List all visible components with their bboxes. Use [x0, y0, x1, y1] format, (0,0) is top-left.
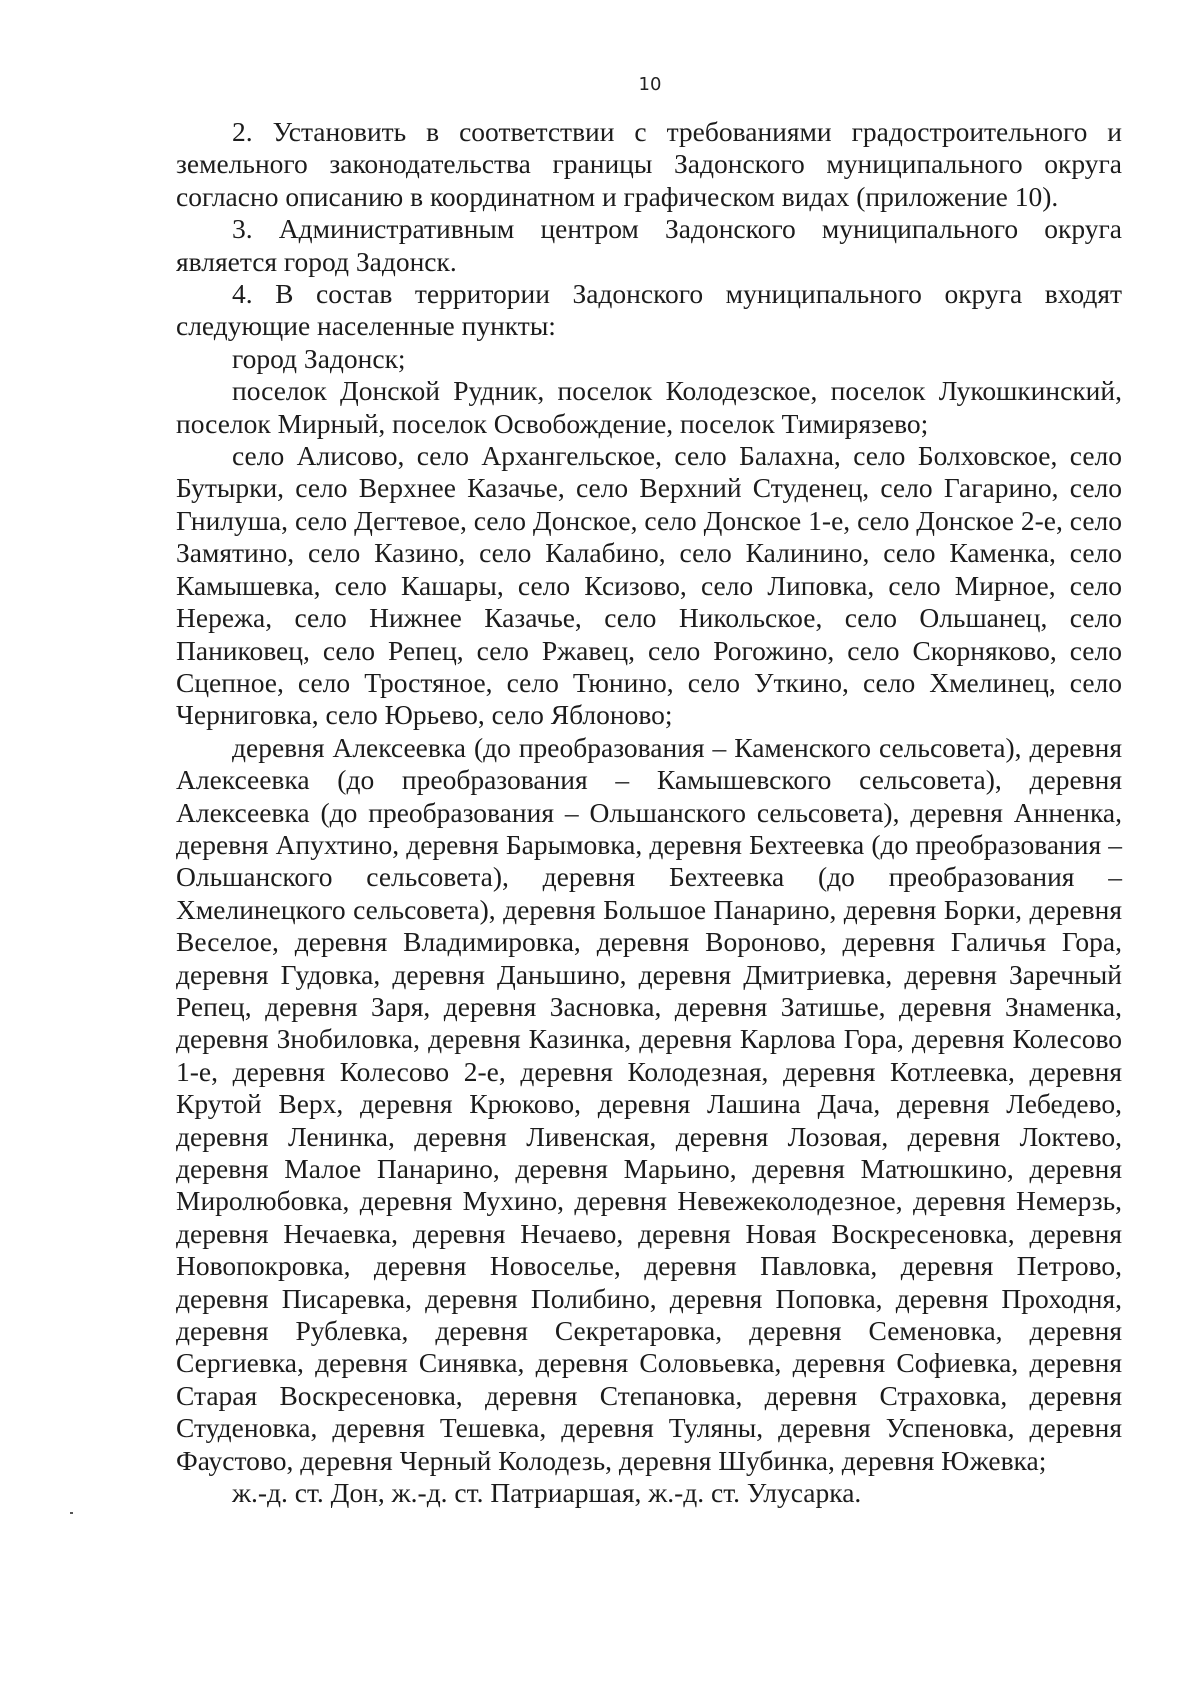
- paragraph-villages: село Алисово, село Архангельское, село Балахна, село Болховское, село Бутырки, село Верхнее Казачье, село Верхний Студенец, село Гагарино, село Гнилуша, село Дегтевое, село Донское, село Донское 1-е, село Донское 2-е, село Замятино, село Казино, село Калабино, село Калинино, село Каменка, село Камышевка, село Кашары, село Ксизово, село Липовка, село Мирное, село Нережа, село Нижнее Казачье, село Никольское, село Ольшанец, село Паниковец, село Репец, село Ржавец, село Рогожино, село Скорняково, село Сцепное, село Тростяное, село Тюнино, село Уткино, село Хмелинец, село Черниговка, село Юрьево, село Яблоново;: [176, 440, 1122, 731]
- paragraph-boundaries: 2. Установить в соответствии с требованиями градостроительного и земельного законодательства границы Задонского муниципального округа согласно описанию в координатном и графическом видах (приложение 10).: [176, 116, 1122, 212]
- document-body: [176, 116, 1122, 1509]
- paragraph-town: город Задонск;: [232, 342, 406, 374]
- scan-speck: [70, 1512, 73, 1514]
- page-number: 10: [638, 74, 662, 95]
- paragraph-railway-stations: ж.-д. ст. Дон, ж.-д. ст. Патриаршая, ж.-д. ст. Улусарка.: [232, 1477, 862, 1509]
- paragraph-territory-intro: 4. В состав территории Задонского муниципального округа входят следующие населенные пункты:: [176, 278, 1122, 342]
- paragraph-administrative-center: 3. Административным центром Задонского муниципального округа является город Задонск.: [176, 213, 1122, 277]
- paragraph-hamlets: деревня Алексеевка (до преобразования – Каменского сельсовета), деревня Алексеевка (до преобразования – Камышевского сельсовета), деревня Алексеевка (до преобразования – Ольшанского сельсовета), деревня Анненка, деревня Апухтино, деревня Барымовка, деревня Бехтеевка (до преобразования – Ольшанского сельсовета), деревня Бехтеевка (до преобразования – Хмелинецкого сельсовета), деревня Большое Панарино, деревня Борки, деревня Веселое, деревня Владимировка, деревня Вороново, деревня Галичья Гора, деревня Гудовка, деревня Даньшино, деревня Дмитриевка, деревня Заречный Репец, деревня Заря, деревня Засновка, деревня Затишье, деревня Знаменка, деревня Знобиловка, деревня Казинка, деревня Карлова Гора, деревня Колесово 1-е, деревня Колесово 2-е, деревня Колодезная, деревня Котлеевка, деревня Крутой Верх, деревня Крюково, деревня Лашина Дача, деревня Лебедево, деревня Ленинка, деревня Ливенская, деревня Лозовая, деревня Локтево, деревня Малое Панарино, деревня Марьино, деревня Матюшкино, деревня Миролюбовка, деревня Мухино, деревня Невежеколодезное, деревня Немерзь, деревня Нечаевка, деревня Нечаево, деревня Новая Воскресеновка, деревня Новопокровка, деревня Новоселье, деревня Павловка, деревня Петрово, деревня Писаревка, деревня Полибино, деревня Поповка, деревня Проходня, деревня Рублевка, деревня Секретаровка, деревня Семеновка, деревня Сергиевка, деревня Синявка, деревня Соловьевка, деревня Софиевка, деревня Старая Воскресеновка, деревня Степановка, деревня Страховка, деревня Студеновка, деревня Тешевка, деревня Туляны, деревня Успеновка, деревня Фаустово, деревня Черный Колодезь, деревня Шубинка, деревня Южевка;: [176, 731, 1122, 1476]
- paragraph-settlements: поселок Донской Рудник, поселок Колодезское, поселок Лукошкинский, поселок Мирный, поселок Освобождение, поселок Тимирязево;: [176, 375, 1122, 439]
